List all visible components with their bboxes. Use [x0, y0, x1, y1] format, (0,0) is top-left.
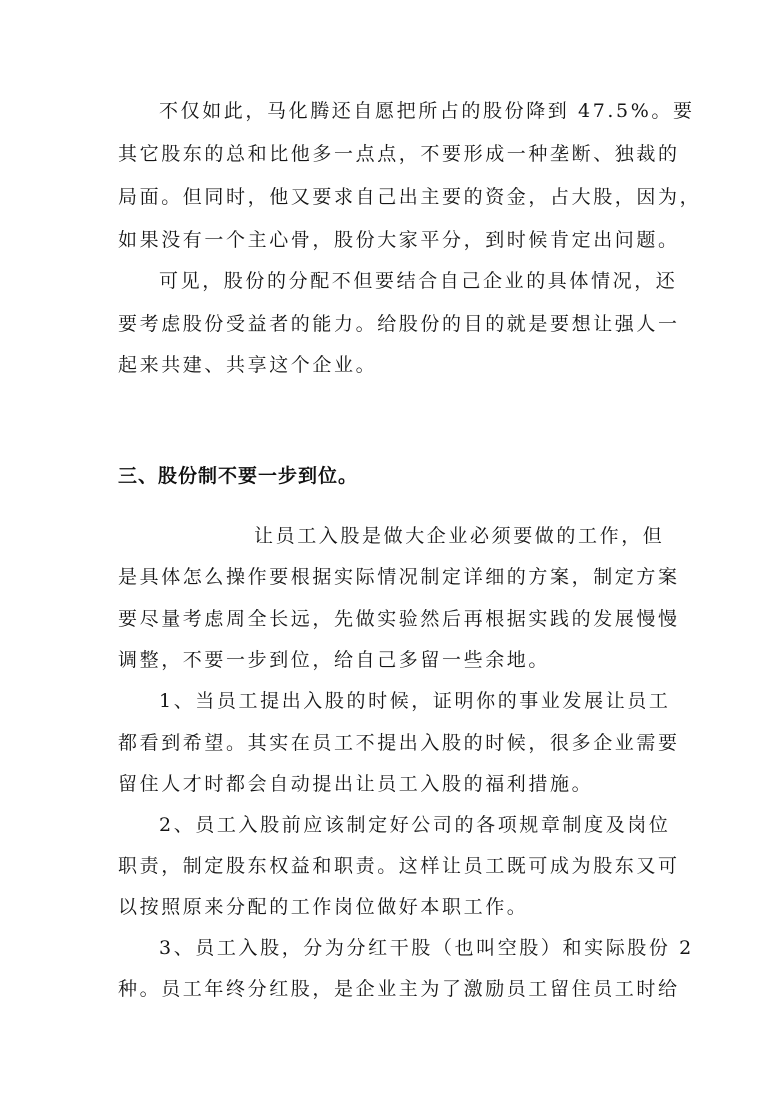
item-2-line-3: 以按照原来分配的工作岗位做好本职工作。	[118, 896, 529, 918]
paragraph-1-line-3: 局面。但同时，他又要求自己出主要的资金，占大股，因为，	[118, 186, 702, 208]
paragraph-3-line-3: 要尽量考虑周全长远，先做实验然后再根据实践的发展慢慢	[118, 608, 680, 630]
paragraph-3-line-4: 调整，不要一步到位，给自己多留一些余地。	[118, 649, 551, 671]
item-1-line-2: 都看到希望。其实在员工不提出入股的时候，很多企业需要	[118, 732, 680, 754]
item-3-line-2: 种。员工年终分红股，是企业主为了激励员工留住员工时给	[118, 978, 680, 1000]
paragraph-3-line-2: 是具体怎么操作要根据实际情况制定详细的方案，制定方案	[118, 566, 680, 588]
paragraph-2-line-1: 可见，股份的分配不但要结合自己企业的具体情况，还	[159, 270, 678, 292]
paragraph-2-line-2: 要考虑股份受益者的能力。给股份的目的就是要想让强人一	[118, 313, 680, 335]
item-3-line-1: 3、员工入股，分为分红干股（也叫空股）和实际股份 2	[159, 937, 694, 959]
paragraph-1-line-1: 不仅如此，马化腾还自愿把所占的股份降到 47.5%。要	[159, 100, 695, 122]
paragraph-1-line-2: 其它股东的总和比他多一点点，不要形成一种垄断、独裁的	[118, 143, 680, 165]
item-2-line-1: 2、员工入股前应该制定好公司的各项规章制度及岗位	[159, 814, 671, 836]
item-2-line-2: 职责，制定股东权益和职责。这样让员工既可成为股东又可	[118, 855, 680, 877]
item-1-line-3: 留住人才时都会自动提出让员工入股的福利措施。	[118, 773, 594, 795]
item-1-line-1: 1、当员工提出入股的时候，证明你的事业发展让员工	[159, 690, 671, 712]
paragraph-2-line-3: 起来共建、共享这个企业。	[118, 354, 378, 376]
section-heading: 三、股份制不要一步到位。	[118, 465, 359, 487]
paragraph-1-line-4: 如果没有一个主心骨，股份大家平分，到时候肯定出问题。	[118, 229, 680, 251]
paragraph-3-line-1: 让员工入股是做大企业必须要做的工作，但	[254, 525, 665, 547]
